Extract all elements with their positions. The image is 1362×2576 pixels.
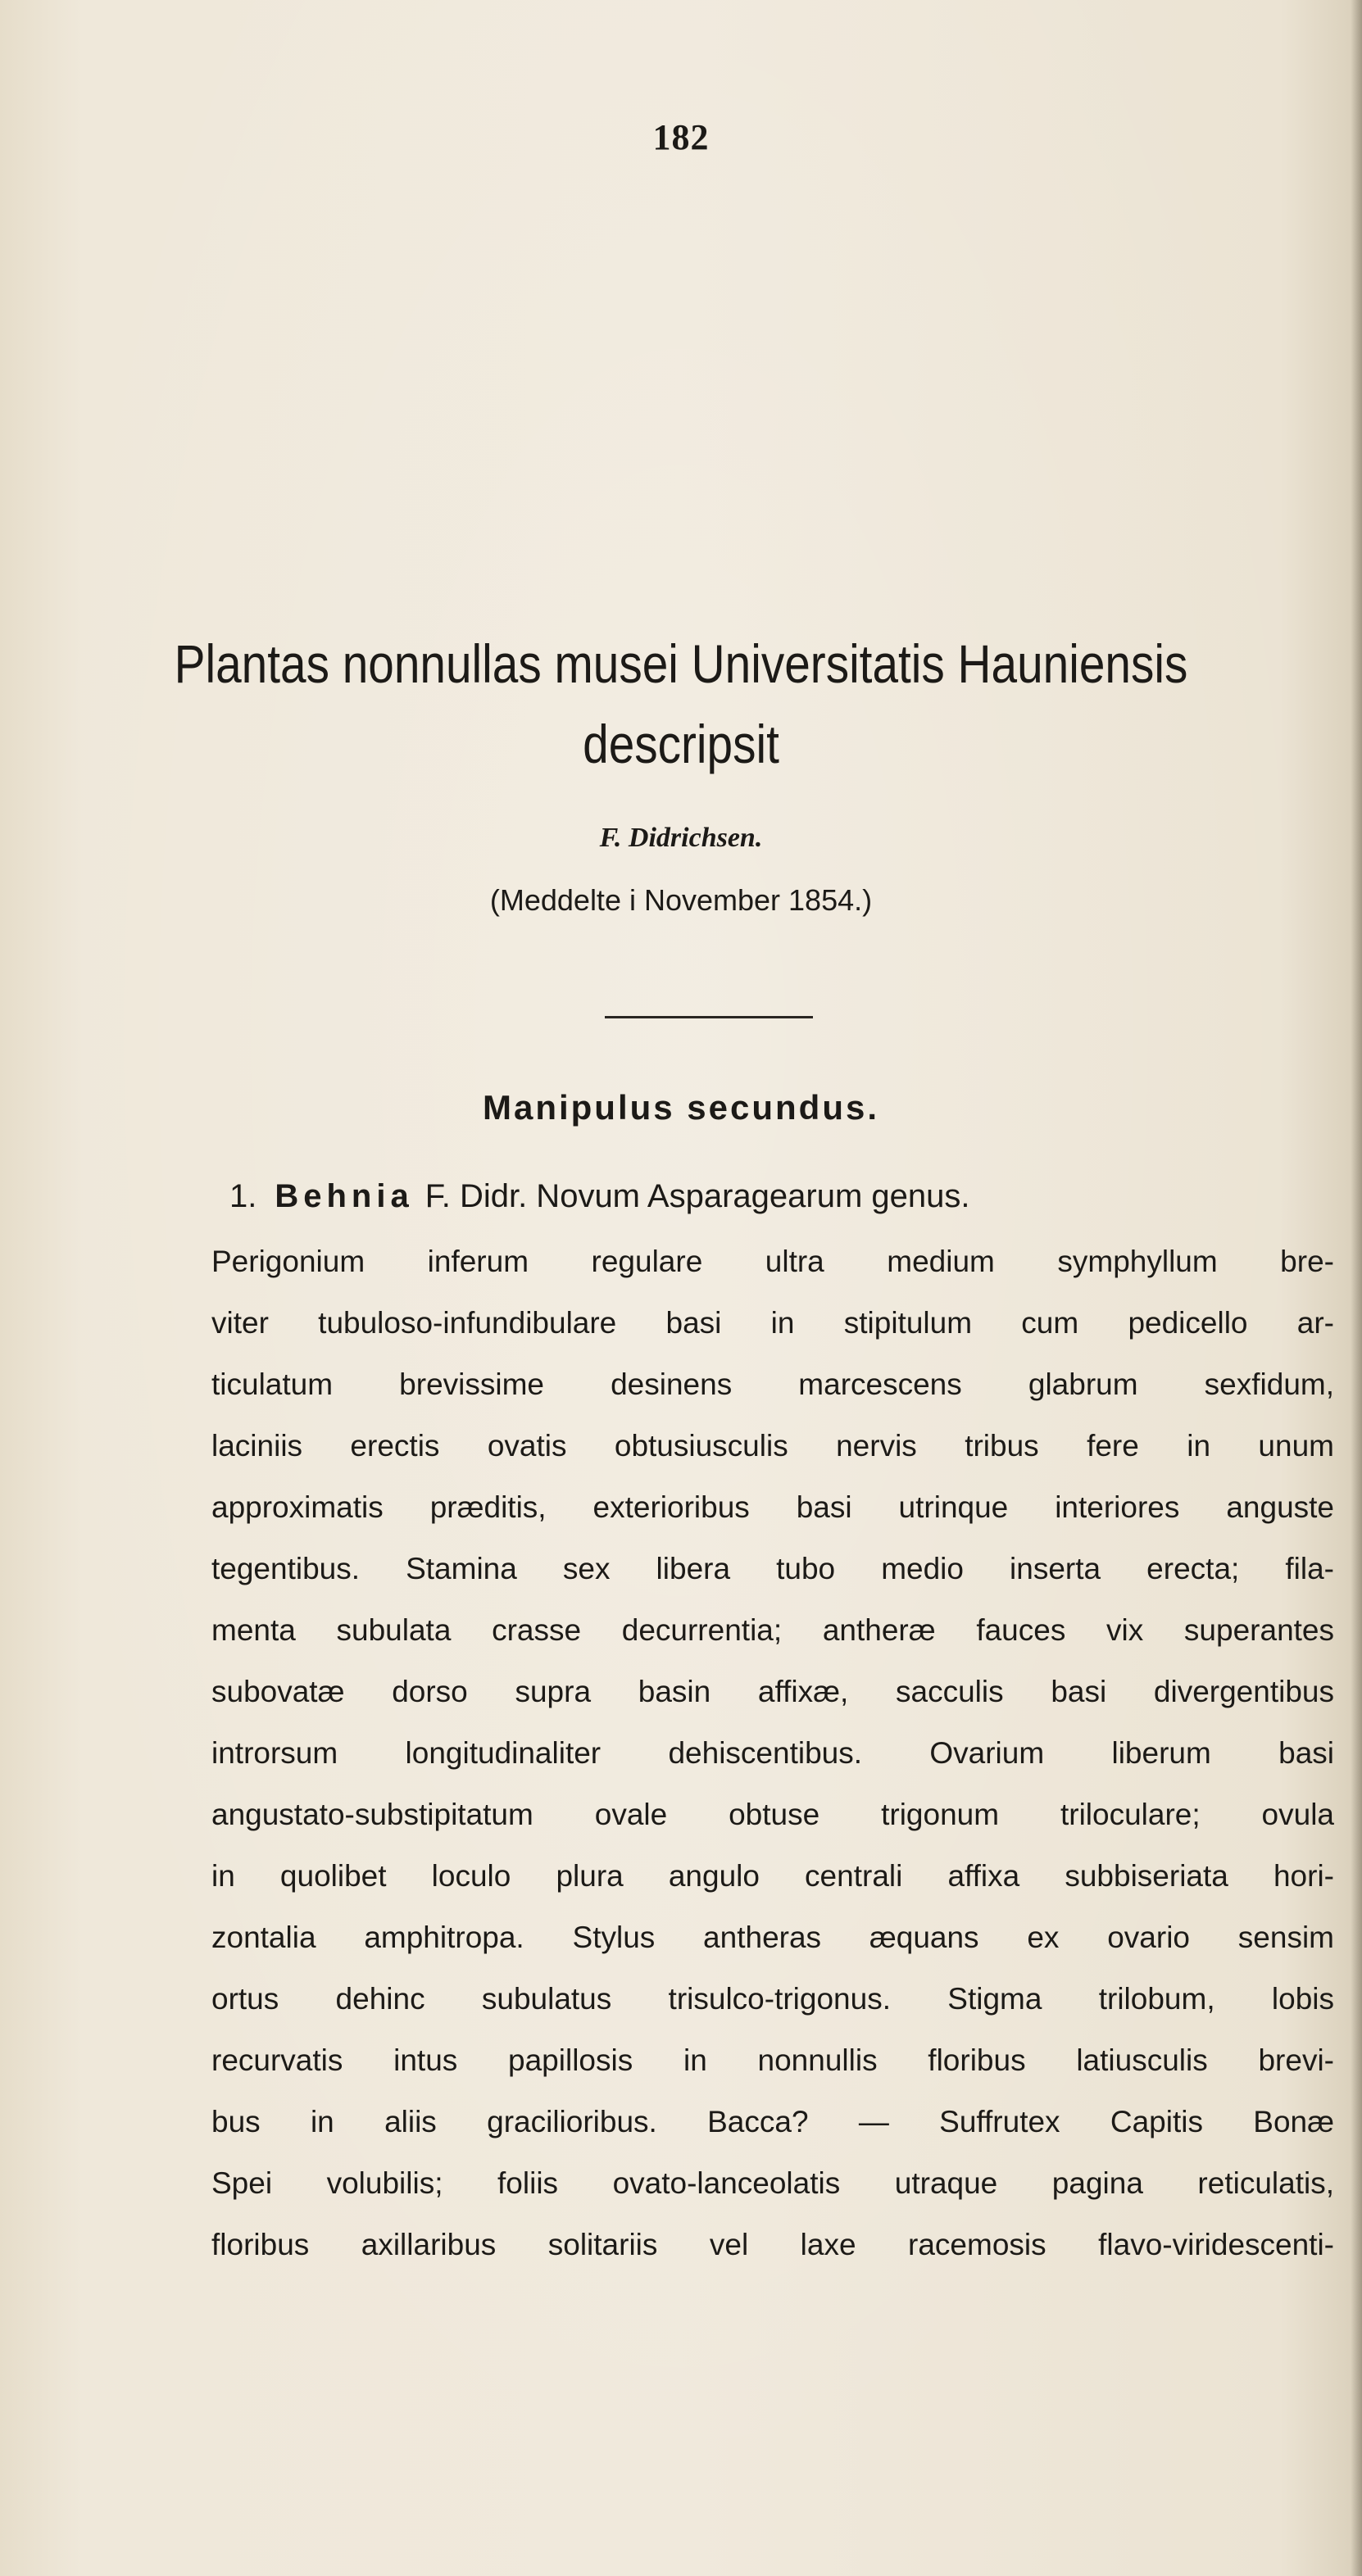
date-note: (Meddelte i November 1854.) [489, 883, 873, 917]
body-line: ticulatum brevissime desinens marcescens glabrum sexfidum, [211, 1367, 1334, 1401]
genus-number: 1. [229, 1178, 257, 1214]
body-paragraph [211, 1231, 1334, 2275]
title-line-2: descripsit [583, 714, 779, 774]
body-line: floribus axillaribus solitariis vel laxe racemosis flavo-viridescenti- [211, 2228, 1334, 2261]
body-line: viter tubuloso-infundibulare basi in stipitulum cum pedicello ar- [211, 1306, 1334, 1340]
section-heading: Manipulus secundus. [482, 1088, 880, 1127]
body-line: angustato-substipitatum ovale obtuse trigonum triloculare; ovula [211, 1798, 1334, 1831]
body-line: subovatæ dorso supra basin affixæ, sacculis basi divergentibus [211, 1675, 1334, 1708]
body-line: bus in aliis gracilioribus. Bacca? — Suffrutex Capitis Bonæ [211, 2105, 1334, 2138]
page-number: 182 [652, 117, 710, 157]
page-edge-shadow [1351, 0, 1362, 2576]
body-line: Spei volubilis; foliis ovato-lanceolatis utraque pagina reticulatis, [211, 2166, 1334, 2200]
body-line: introrsum longitudinaliter dehiscentibus. Ovarium liberum basi [211, 1736, 1334, 1770]
genus-heading [229, 1178, 1246, 1215]
body-line: menta subulata crasse decurrentia; antheræ fauces vix superantes [211, 1613, 1334, 1647]
genus-name: Behnia [275, 1178, 414, 1214]
title-line-1: Plantas nonnullas musei Universitatis Hauniensis [174, 633, 1188, 694]
section-divider [605, 1016, 813, 1018]
author: F. Didrichsen. [599, 823, 763, 853]
body-line: zontalia amphitropa. Stylus antheras æquans ex ovario sensim [211, 1921, 1334, 1954]
body-line: in quolibet loculo plura angulo centrali affixa subbiseriata hori- [211, 1859, 1334, 1893]
body-line: Perigonium inferum regulare ultra medium symphyllum bre- [211, 1245, 1334, 1278]
body-line: laciniis erectis ovatis obtusiusculis nervis tribus fere in unum [211, 1429, 1334, 1463]
body-line: tegentibus. Stamina sex libera tubo medio inserta erecta; fila- [211, 1552, 1334, 1585]
genus-description: F. Didr. Novum Asparagearum genus. [424, 1178, 970, 1214]
body-line: ortus dehinc subulatus trisulco-trigonus. Stigma trilobum, lobis [211, 1982, 1334, 2016]
body-line: recurvatis intus papillosis in nonnullis floribus latiusculis brevi- [211, 2043, 1334, 2077]
body-line: approximatis præditis, exterioribus basi utrinque interiores anguste [211, 1490, 1334, 1524]
